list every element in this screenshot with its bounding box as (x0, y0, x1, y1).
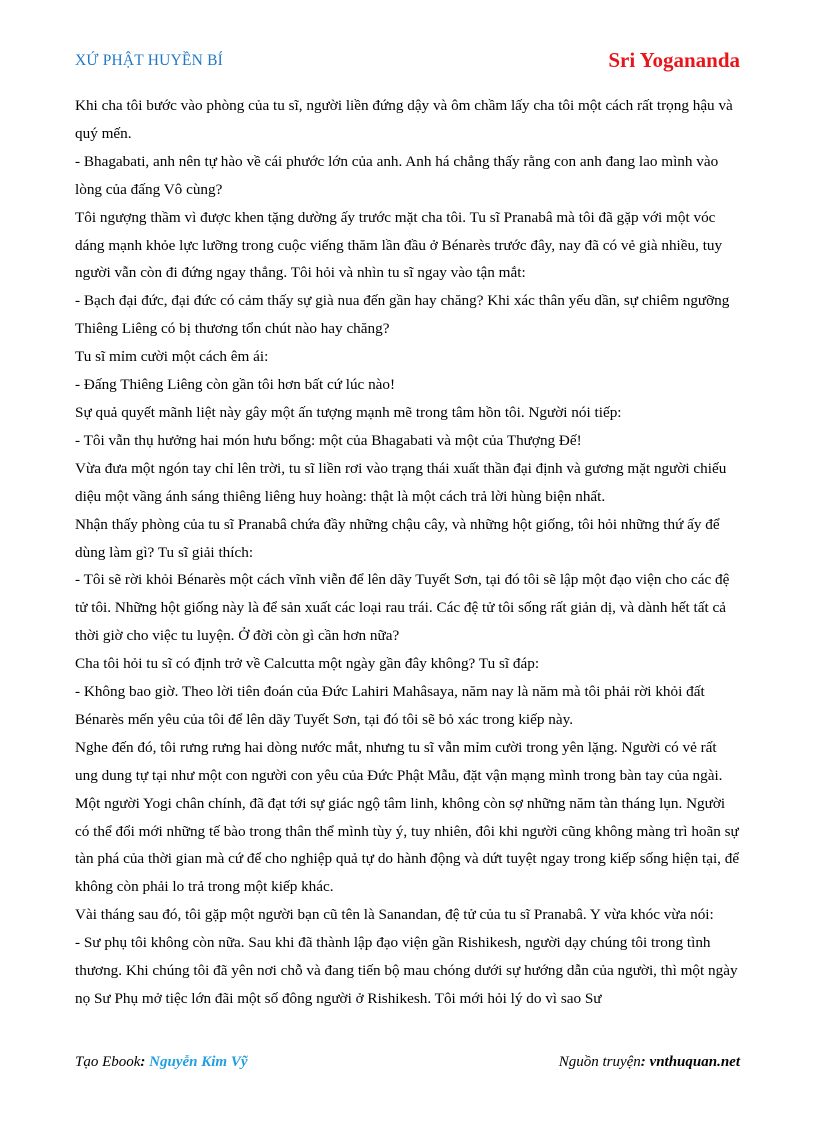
body-text (75, 92, 741, 1013)
paragraph: Tu sĩ mỉm cười một cách êm ái: (75, 348, 269, 366)
ebook-creator-name: Nguyễn Kim Vỹ (149, 1054, 248, 1070)
paragraph: Vừa đưa một ngón tay chỉ lên trời, tu sĩ liền rơi vào trạng thái xuất thần đại định và gương mặt người chiếu diệu một vầng ánh sáng thiêng liêng huy hoàng: thật là một cách trả lời hùng biện nhất. (75, 459, 727, 505)
paragraph: Sự quả quyết mãnh liệt này gây một ấn tượng mạnh mẽ trong tâm hồn tôi. Người nói tiếp: (75, 403, 622, 421)
ebook-credit: Tạo Ebook: Nguyễn Kim Vỹ (75, 1054, 248, 1070)
paragraph: - Bhagabati, anh nên tự hào về cái phước lớn của anh. Anh há chẳng thấy rằng con anh đang lao mình vào lòng của đấng Vô cùng? (75, 152, 719, 198)
paragraph: - Bạch đại đức, đại đức có cảm thấy sự già nua đến gần hay chăng? Khi xác thân yếu dần, sự chiêm ngưỡng Thiêng Liêng có bị thương tổn chút nào hay chăng? (75, 292, 730, 338)
book-title: XỨ PHẬT HUYỀN BÍ (75, 52, 223, 69)
source-credit: Nguồn truyện: vnthuquan.net (558, 1054, 740, 1070)
paragraph: - Không bao giờ. Theo lời tiên đoán của Đức Lahiri Mahâsaya, năm nay là năm mà tôi phải rời khỏi đất Bénarès mến yêu của tôi để lên dãy Tuyết Sơn, tại đó tôi sẽ bỏ xác trong kiếp này. (75, 683, 705, 728)
paragraph: Vài tháng sau đó, tôi gặp một người bạn cũ tên là Sanandan, đệ tử của tu sĩ Pranabâ. Y vừa khóc vừa nói: (75, 906, 714, 924)
paragraph: Tôi ngượng thầm vì được khen tặng dường ấy trước mặt cha tôi. Tu sĩ Pranabâ mà tôi đã gặp với một vóc dáng mạnh khỏe lực lưỡng trong cuộc viếng thăm lần đầu ở Bénarès trước đây, nay đã có vẻ già nhiều, tuy người vẫn còn đi đứng ngay thẳng. Tôi hỏi và nhìn tu sĩ ngay vào tận mắt: (75, 208, 723, 282)
paragraph: Khi cha tôi bước vào phòng của tu sĩ, người liền đứng dậy và ôm chầm lấy cha tôi một cách rất trọng hậu và quý mến. (75, 97, 733, 142)
paragraph: Cha tôi hỏi tu sĩ có định trở về Calcutta một ngày gần đây không? Tu sĩ đáp: (75, 655, 540, 673)
paragraph: - Đấng Thiêng Liêng còn gần tôi hơn bất cứ lúc nào! (75, 376, 396, 394)
ebook-credit-label: Tạo Ebook (75, 1054, 141, 1070)
author-name: Sri Yogananda (608, 48, 740, 72)
source-credit-label: Nguồn truyện (558, 1054, 641, 1070)
paragraph: Nghe đến đó, tôi rưng rưng hai dòng nước mắt, nhưng tu sĩ vẫn mỉm cười trong yên lặng. Người có vẻ rất ung dung tự tại như một con người con yêu của Đức Phật Mẫu, đặt vận mạng mình trong bàn tay của ngài. Một người Yogi chân chính, đã đạt tới sự giác ngộ tâm linh, không còn sợ những năm tàn tháng lụn. Người có thể đổi mới những tế bào trong thân thể mình tùy ý, tuy nhiên, đôi khi người cũng không màng trì hoãn sự tàn phá của thời gian mà cứ để cho nghiệp quả tự do hành động và dứt tuyệt ngay trong kiếp sống hiện tại, để không còn phải lo trả trong một kiếp khác. (75, 738, 740, 896)
paragraph: - Sư phụ tôi không còn nữa. Sau khi đã thành lập đạo viện gần Rishikesh, người dạy chúng tôi trong tình thương. Khi chúng tôi đã yên nơi chỗ và đang tiến bộ mau chóng dưới sự hướng dẫn của người, thì một ngày nọ Sư Phụ mở tiệc lớn đãi một số đông người ở Rishikesh. Tôi mới hỏi lý do vì sao Sư (75, 934, 738, 1007)
source-name: vnthuquan.net (649, 1054, 740, 1070)
paragraph: Nhận thấy phòng của tu sĩ Pranabâ chứa đầy những chậu cây, và những hột giống, tôi hỏi những thứ ấy để dùng làm gì? Tu sĩ giải thích: (75, 515, 720, 561)
paragraph: - Tôi sẽ rời khỏi Bénarès một cách vĩnh viễn để lên dãy Tuyết Sơn, tại đó tôi sẽ lập một đạo viện cho các đệ tử tôi. Những hột giống này là để sản xuất các loại rau trái. Các đệ tử tôi sống rất giản dị, và dành hết tất cả thời giờ cho việc tu luyện. Ở đời còn gì cần hơn nữa? (75, 571, 730, 645)
paragraph: - Tôi vẫn thụ hưởng hai món hưu bổng: một của Bhagabati và một của Thượng Đế! (75, 431, 582, 449)
